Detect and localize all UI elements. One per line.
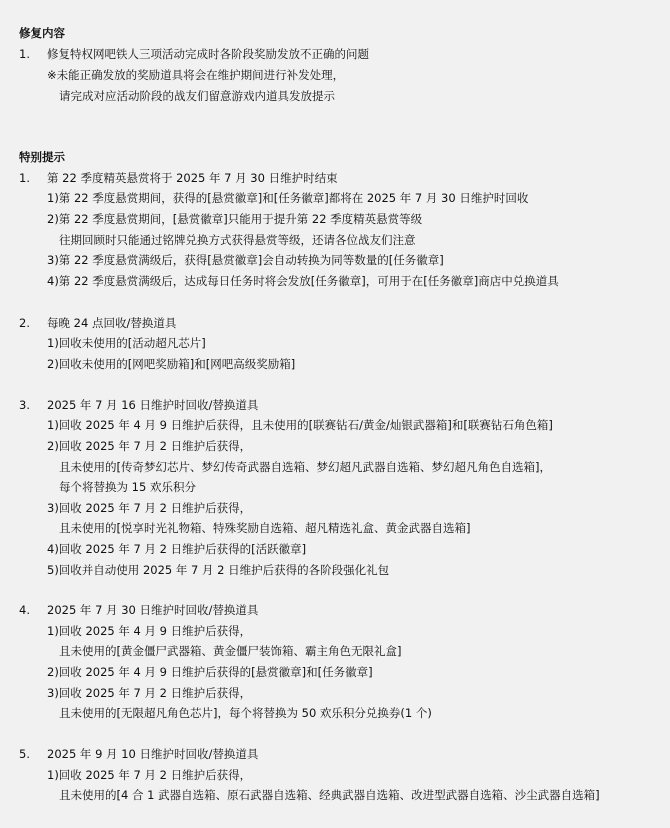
list-number: 3.	[19, 398, 30, 412]
list-item-note: ※未能正确发放的奖励道具将会在维护期间进行补发处理，	[47, 68, 345, 82]
sub-item: 2)回收 2025 年 4 月 9 日维护后获得的[悬赏徽章]和[任务徽章]	[47, 665, 373, 679]
sub-item: 5)回收并自动使用 2025 年 7 月 2 日维护后获得的各阶段强化礼包	[47, 563, 390, 577]
sub-item: 1)第 22 季度悬赏期间，获得的[悬赏徽章]和[任务徽章]都将在 2025 年 7 月 30 日维护时回收	[47, 191, 529, 205]
sub-item: 3)第 22 季度悬赏满级后，获得[悬赏徽章]会自动转换为同等数量的[任务徽章]	[47, 253, 444, 267]
sub-item-continuation: 每个将替换为 15 欢乐积分	[59, 480, 196, 494]
list-number: 2.	[19, 316, 30, 330]
sub-item: 1)回收 2025 年 4 月 9 日维护后获得，	[47, 624, 252, 638]
sub-item: 1)回收 2025 年 7 月 2 日维护后获得，	[47, 768, 252, 782]
sub-item: 3)回收 2025 年 7 月 2 日维护后获得，	[47, 686, 252, 700]
sub-item-continuation: 且未使用的[传奇梦幻芯片、梦幻传奇武器自选箱、梦幻超凡武器自选箱、梦幻超凡角色自选箱]，	[59, 460, 551, 474]
sub-item: 1)回收 2025 年 4 月 9 日维护后获得，且未使用的[联赛钻石/黄金/灿银武器箱]和[联赛钻石角色箱]	[47, 418, 553, 432]
sub-item-continuation: 且未使用的[悦享时光礼物箱、特殊奖励自选箱、超凡精选礼盒、黄金武器自选箱]	[59, 521, 471, 535]
list-item-text: 2025 年 7 月 30 日维护时回收/替换道具	[47, 603, 259, 617]
list-item-note: 请完成对应活动阶段的战友们留意游戏内道具发放提示	[59, 89, 335, 103]
list-number: 5.	[19, 747, 30, 761]
list-number: 1.	[19, 47, 30, 61]
sub-item-continuation: 且未使用的[黄金僵尸武器箱、黄金僵尸装饰箱、霸主角色无限礼盒]	[59, 644, 402, 658]
sub-item: 2)回收未使用的[网吧奖励箱]和[网吧高级奖励箱]	[47, 357, 296, 371]
list-item-text: 第 22 季度精英悬赏将于 2025 年 7 月 30 日维护时结束	[47, 171, 338, 185]
sub-item: 3)回收 2025 年 7 月 2 日维护后获得，	[47, 501, 252, 515]
list-item-text: 2025 年 7 月 16 日维护时回收/替换道具	[47, 398, 259, 412]
list-number: 1.	[19, 171, 30, 185]
list-item-text: 2025 年 9 月 10 日维护时回收/替换道具	[47, 747, 259, 761]
sub-item: 1)回收未使用的[活动超凡芯片]	[47, 336, 206, 350]
section-heading-tips: 特别提示	[19, 150, 65, 164]
sub-item: 2)第 22 季度悬赏期间，[悬赏徽章]只能用于提升第 22 季度精英悬赏等级	[47, 212, 423, 226]
sub-item: 4)回收 2025 年 7 月 2 日维护后获得的[活跃徽章]	[47, 542, 307, 556]
section-heading-fix: 修复内容	[19, 26, 65, 40]
sub-item-continuation: 且未使用的[4 合 1 武器自选箱、原石武器自选箱、经典武器自选箱、改进型武器自选箱、沙尘武器自选箱]	[59, 788, 600, 802]
sub-item-continuation: 且未使用的[无限超凡角色芯片]，每个将替换为 50 欢乐积分兑换券(1 个)	[59, 706, 432, 720]
list-number: 4.	[19, 603, 30, 617]
sub-item: 2)回收 2025 年 7 月 2 日维护后获得，	[47, 439, 252, 453]
list-item-text: 修复特权网吧铁人三项活动完成时各阶段奖励发放不正确的问题	[47, 47, 369, 61]
sub-item-continuation: 往期回顾时只能通过铭牌兑换方式获得悬赏等级，还请各位战友们注意	[59, 233, 416, 247]
list-item-text: 每晚 24 点回收/替换道具	[47, 316, 177, 330]
sub-item: 4)第 22 季度悬赏满级后，达成每日任务时将会发放[任务徽章]，可用于在[任务徽章]商店中兑换道具	[47, 274, 559, 288]
